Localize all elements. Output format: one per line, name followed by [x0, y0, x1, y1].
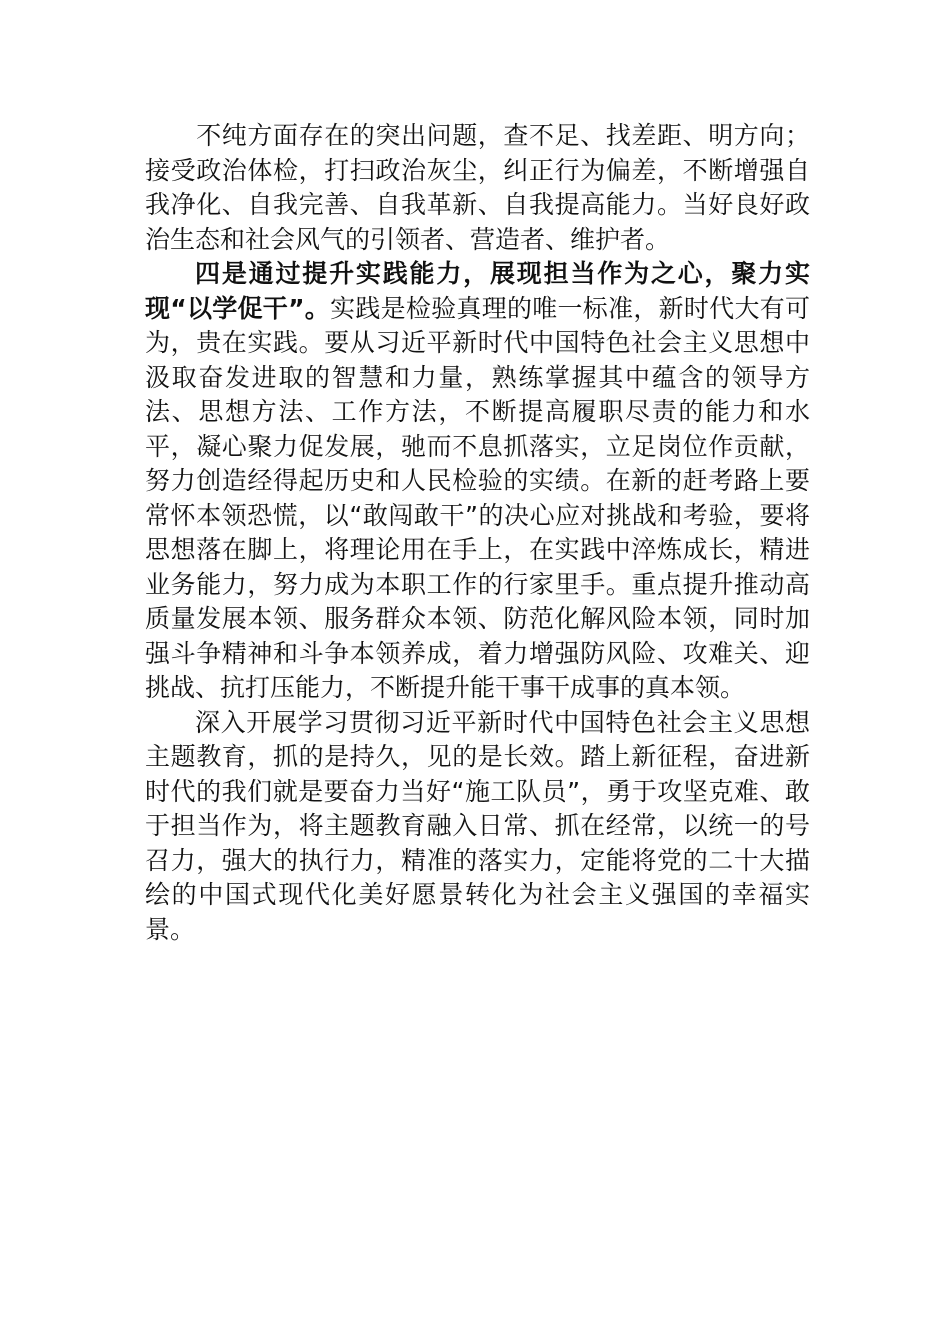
section-heading-lead: 四是通过提升实践能力，展现担当作为之心，聚力实现“以学促干”。 [145, 259, 810, 323]
document-body [145, 119, 810, 947]
paragraph-section-four [145, 257, 810, 706]
paragraph-conclusion [145, 706, 810, 948]
paragraph-text: 不纯方面存在的突出问题，查不足、找差距、明方向；接受政治体检，打扫政治灰尘，纠正行为偏差，不断增强自我净化、自我完善、自我革新、自我提高能力。当好良好政治生态和社会风气的引领者、营造者、维护者。 [145, 121, 810, 254]
paragraph-text: 深入开展学习贯彻习近平新时代中国特色社会主义思想主题教育，抓的是持久，见的是长效。踏上新征程，奋进新时代的我们就是要奋力当好“施工队员”，勇于攻坚克难、敢于担当作为，将主题教育融入日常、抓在经常，以统一的号召力，强大的执行力，精准的落实力，定能将党的二十大描绘的中国式现代化美好愿景转化为社会主义强国的幸福实景。 [145, 707, 810, 944]
paragraph-text: 实践是检验真理的唯一标准，新时代大有可为，贵在实践。要从习近平新时代中国特色社会主义思想中汲取奋发进取的智慧和力量，熟练掌握其中蕴含的领导方法、思想方法、工作方法，不断提高履职尽责的能力和水平，凝心聚力促发展，驰而不息抓落实，立足岗位作贡献，努力创造经得起历史和人民检验的实绩。在新的赶考路上要常怀本领恐慌，以“敢闯敢干”的决心应对挑战和考验，要将思想落在脚上，将理论用在手上，在实践中淬炼成长，精进业务能力，努力成为本职工作的行家里手。重点提升推动高质量发展本领、服务群众本领、防范化解风险本领，同时加强斗争精神和斗争本领养成，着力增强防风险、攻难关、迎挑战、抗打压能力，不断提升能干事干成事的真本领。 [145, 293, 810, 702]
paragraph-continued [145, 119, 810, 257]
